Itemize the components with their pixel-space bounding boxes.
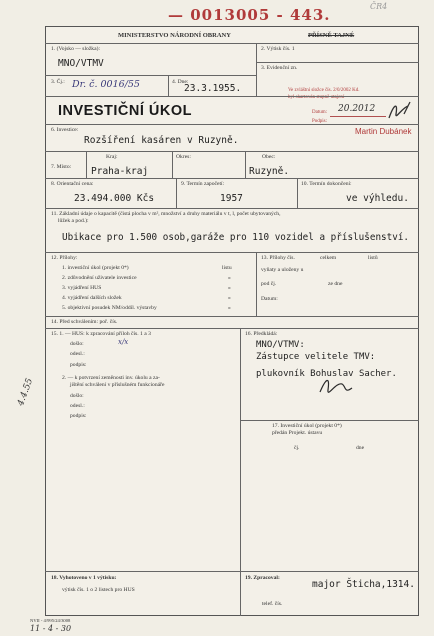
field-kraj-value: Praha-kraj bbox=[91, 166, 149, 177]
attachment-3: 3. vyjádření HUS bbox=[62, 285, 102, 291]
attachment-4: 4. vyjádření dalších složek bbox=[62, 295, 122, 301]
ministry-title: MINISTERSTVO NÁRODNÍ OBRANY bbox=[118, 32, 231, 39]
signature-label: podpis: bbox=[70, 362, 87, 368]
stamp-name: Martin Dubánek bbox=[355, 127, 412, 136]
sent-label: odesl.: bbox=[70, 351, 85, 357]
field-obec-value: Ruzyně. bbox=[249, 166, 290, 177]
field-16-value-1: MNO/VTMV: bbox=[256, 340, 305, 350]
field-3-label: 3. Evidenční zn. bbox=[261, 65, 298, 71]
ditto-mark: » bbox=[228, 285, 231, 291]
attachment-5: 5. objektivní posudek NM/oddíl. výstavby bbox=[62, 305, 157, 311]
field-11-value: Ubikace pro 1.500 osob,garáže pro 110 vozidel a příslušenství. bbox=[62, 232, 410, 243]
field-16-value-3: plukovník Bohuslav Sacher. bbox=[256, 369, 397, 379]
field-15-label: 15. 1. — HUS: k zpracování příloh čís. 1 a 3 bbox=[51, 331, 151, 337]
form-code: NVII - 4/995/24/3008 bbox=[30, 618, 71, 623]
field-18-note: výtisk čís. 1 o 2 listech pro HUS bbox=[62, 587, 135, 593]
field-16-value-2: Zástupce velitele TMV: bbox=[256, 352, 376, 362]
field-19-value: major Šticha,1314. bbox=[312, 579, 415, 590]
stamp-line-1: Ve zvláštní složce čís. 2/0/2002 Kd. bbox=[288, 88, 360, 93]
ditto-mark: » bbox=[228, 305, 231, 311]
stamp-date-label: Datum: bbox=[312, 110, 327, 115]
received-label: došlo: bbox=[70, 341, 84, 347]
classification-label: PŘÍSNĚ TAJNÉ bbox=[308, 32, 355, 39]
field-16-label: 16. Předkládá: bbox=[245, 331, 278, 337]
stamp-signature-label: Podpis: bbox=[312, 119, 328, 124]
field-date-label: 4. Dne: bbox=[172, 79, 189, 85]
field-15-item-2: 2. — k potvrzení zeměnosti inv. úkolu a za- bbox=[62, 375, 160, 381]
ditto-mark: » bbox=[228, 295, 231, 301]
field-17-label-2: předán Projekt. ústavu bbox=[272, 430, 323, 436]
registration-number: — 0013005 - 443. bbox=[168, 6, 331, 24]
sent-label: odesl.: bbox=[70, 403, 85, 409]
field-14-label: 14. Před schválením: poř. čís. bbox=[51, 319, 118, 325]
field-10-value: ve výhledu. bbox=[346, 193, 409, 204]
field-15-item-2b: jištění schválení v příslušném funkcionáře bbox=[70, 382, 165, 388]
field-7-label: 7. Místo: bbox=[51, 164, 72, 170]
attachment-1: 1. investiční úkol (projekt 0*) bbox=[62, 265, 129, 271]
field-11-label: 11. Základní údaje o kapacitě (čistá plocha v m², množství a druhy materiálu v t, l, počet ubytovaných, bbox=[51, 211, 281, 217]
field-17-date: dne bbox=[356, 445, 365, 451]
field-obec-label: Obec: bbox=[262, 154, 276, 160]
stamp-date-value: 20.2012 bbox=[338, 104, 376, 114]
attachment-2: 2. zdůvodnění uživatele investice bbox=[62, 275, 137, 281]
signature-icon bbox=[386, 100, 414, 124]
page-title: INVESTIČNÍ ÚKOL bbox=[58, 103, 192, 119]
field-13-total: celkem bbox=[320, 255, 337, 261]
field-6-label: 6. Investice: bbox=[51, 127, 79, 133]
field-17-ref: čj. bbox=[294, 445, 300, 451]
field-cj-value: Dr. č. 0016/55 bbox=[72, 79, 140, 90]
field-1-value: MNO/VTMV bbox=[58, 58, 104, 69]
bottom-handwriting: 11 - 4 - 30 bbox=[30, 624, 72, 633]
field-13-sheets: listů bbox=[368, 255, 378, 261]
corner-mark: ČR4 bbox=[370, 2, 388, 11]
field-1-label: 1. (Vojsko — složka): bbox=[51, 46, 100, 52]
field-13-date: Datum: bbox=[261, 296, 278, 302]
field-8-label: 8. Orientační cena: bbox=[51, 181, 94, 187]
field-13-line-2: pod čj. bbox=[261, 281, 277, 287]
field-cj-label: 3. Čj.: bbox=[51, 79, 65, 85]
field-13-label: 13. Přílohy čís. bbox=[261, 255, 295, 261]
field-9-value: 1957 bbox=[220, 193, 243, 204]
field-19-label: 19. Zpracoval: bbox=[245, 575, 280, 581]
field-okres-label: Okres: bbox=[176, 154, 191, 160]
field-11-label-2: lůžek a pod.): bbox=[58, 218, 89, 224]
phone-label: telef. čís. bbox=[262, 601, 283, 607]
attachment-unit: listu bbox=[222, 265, 232, 271]
field-17-label: 17. Investiční úkol (projekt 0*) bbox=[272, 423, 342, 429]
field-12-label: 12. Přílohy: bbox=[51, 255, 78, 261]
handwritten-mark: x/x bbox=[118, 338, 129, 346]
field-kraj-label: Kraj: bbox=[106, 154, 118, 160]
signature-label: podpis: bbox=[70, 413, 87, 419]
field-2-label: 2. Výtisk čís. 1 bbox=[261, 46, 295, 52]
field-13-line-2b: ze dne bbox=[328, 281, 343, 287]
field-9-label: 9. Termín započetí: bbox=[181, 181, 225, 187]
margin-handwriting: 4.4.55 bbox=[16, 377, 36, 408]
field-13-line-1: vyňaty a uloženy u bbox=[261, 267, 304, 273]
field-10-label: 10. Termín dokončení: bbox=[301, 181, 352, 187]
ditto-mark: » bbox=[228, 275, 231, 281]
field-date-value: 23.3.1955. bbox=[184, 83, 242, 94]
field-8-value: 23.494.000 Kčs bbox=[74, 193, 155, 204]
field-6-value: Rozšíření kasáren v Ruzyně. bbox=[84, 135, 239, 146]
field-18-label: 18. Vyhotoveno v 1 výtisku: bbox=[51, 575, 117, 581]
received-label: došlo: bbox=[70, 393, 84, 399]
signature-icon bbox=[316, 372, 356, 402]
stamp-line-2: byl skartován stupně utajení bbox=[288, 95, 345, 100]
